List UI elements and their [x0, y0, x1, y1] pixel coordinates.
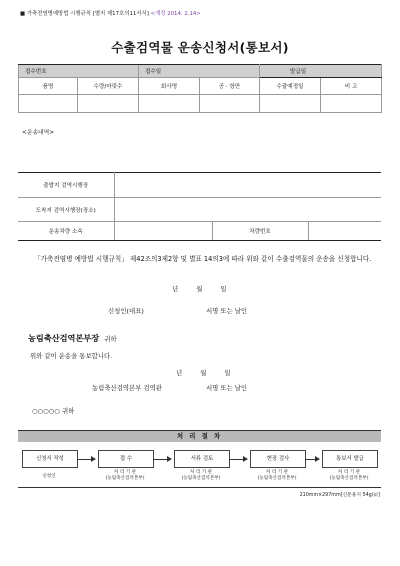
- addressee-suffix: 귀하: [104, 335, 117, 343]
- remarks-cell[interactable]: [321, 95, 382, 113]
- step-box: 통보서 발급: [322, 450, 378, 468]
- quantity-cell[interactable]: [78, 95, 139, 113]
- page-title: 수출검역물 운송신청서(통보서): [111, 40, 289, 55]
- step-box: 접 수: [98, 450, 154, 468]
- arrow-line: [153, 459, 168, 460]
- receipt-number-label: 접수번호: [19, 65, 139, 78]
- column-header: 회사명: [139, 78, 200, 95]
- arrow-right-icon: [91, 456, 96, 462]
- arrow-right-icon: [167, 456, 172, 462]
- step-box: 신청서 작성: [22, 450, 78, 468]
- notice-statement: 위와 같이 운송을 통보합니다.: [30, 352, 113, 360]
- vehicle-owner-field[interactable]: [114, 222, 212, 241]
- vehicle-owner-label: 운송차량 소속: [18, 222, 114, 241]
- paper-spec: 210mm×297mm[신문용지 54g/㎡]: [299, 493, 380, 498]
- column-header: 수량/마릿수: [78, 78, 139, 95]
- receipt-date-label: 접수일: [139, 65, 260, 78]
- column-header: 품명: [19, 78, 78, 95]
- transport-details-label: <운송내역>: [22, 130, 55, 136]
- step-box: 현장 검사: [250, 450, 306, 468]
- step-actor: 처 리 기 관 (농림축산검역본부): [181, 470, 221, 481]
- addressee: [28, 326, 117, 345]
- step-actor: 처 리 기 관 (농림축산검역본부): [105, 470, 145, 481]
- column-header: 공 · 항만: [200, 78, 260, 95]
- issue-date-label: 발급일: [260, 65, 382, 78]
- departure-field[interactable]: [114, 173, 381, 198]
- step-box: 서류 검토: [174, 450, 230, 468]
- procedure-title: 처 리 절 차: [18, 430, 381, 442]
- application-table: [18, 64, 382, 113]
- step-actor: 처 리 기 관 (농림축산검역본부): [329, 470, 369, 481]
- export-date-cell[interactable]: [260, 95, 321, 113]
- date-line-2: 년 월 일: [176, 369, 231, 377]
- applicant-label: 신청인(대표): [108, 307, 144, 315]
- revision-date: <개정 2014. 2.14>: [150, 11, 201, 17]
- arrow-line: [77, 459, 92, 460]
- date-line: 년 월 일: [172, 285, 227, 293]
- application-statement: 「가축전염병 예방법 시행규칙」 제42조의3제2항 및 별표 14의3에 따라 위와 같이 수출검역물의 운송을 신청합니다.: [34, 255, 372, 263]
- column-header: 수출예정일: [260, 78, 321, 95]
- recipient-suffix: 귀하: [61, 407, 75, 415]
- arrow-right-icon: [243, 456, 248, 462]
- signature-label: 서명 또는 날인: [206, 307, 248, 315]
- step-actor: 처 리 기 관 (농림축산검역본부): [257, 470, 297, 481]
- port-cell[interactable]: [200, 95, 260, 113]
- column-header: 비 고: [321, 78, 382, 95]
- item-name-cell[interactable]: [19, 95, 78, 113]
- arrival-label: 도착지 검역시행장(장소): [18, 198, 114, 222]
- inspector-label: 농림축산검역본부 검역관: [92, 384, 162, 392]
- recipient-mask: ○○○○○: [32, 407, 60, 415]
- company-cell[interactable]: [139, 95, 200, 113]
- step-actor: 신청인: [42, 474, 56, 479]
- vehicle-number-field[interactable]: [308, 222, 381, 241]
- form-reference: [20, 9, 201, 17]
- transport-table: [18, 172, 381, 241]
- bullet-icon: ■: [20, 11, 26, 17]
- arrow-right-icon: [315, 456, 320, 462]
- departure-label: 출발지 검역시행장: [18, 173, 114, 198]
- signature-label-2: 서명 또는 날인: [206, 384, 248, 392]
- arrival-field[interactable]: [114, 198, 381, 222]
- arrow-line: [229, 459, 244, 460]
- vehicle-number-label: 차량번호: [212, 222, 308, 241]
- addressee-org: 농림축산검역본부장: [28, 333, 100, 343]
- law-reference: 가축전염병예방법 시행규칙 [별지 제17호의11서식]: [26, 11, 149, 17]
- recipient: [32, 406, 74, 415]
